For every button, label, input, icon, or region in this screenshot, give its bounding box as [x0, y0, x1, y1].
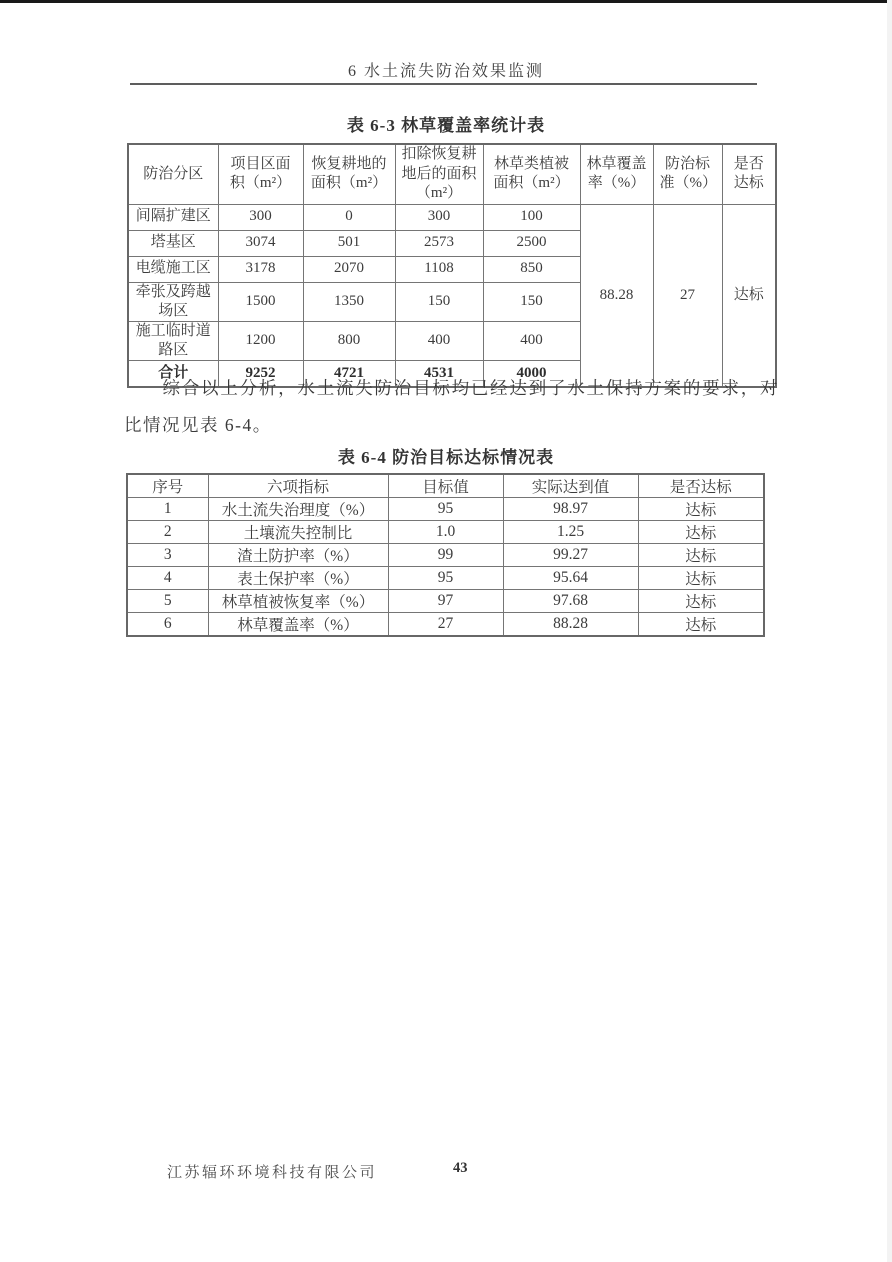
- data-cell: 达标: [638, 590, 764, 613]
- row-header-cell: 合计: [128, 361, 218, 387]
- row-header-cell: 4: [127, 567, 208, 590]
- data-cell: 达标: [638, 521, 764, 544]
- targets-table: [126, 473, 765, 637]
- data-cell: 2070: [303, 256, 395, 282]
- data-cell: 3178: [218, 256, 303, 282]
- data-cell: 1.0: [388, 521, 503, 544]
- data-cell: 水土流失治理度（%）: [208, 498, 388, 521]
- data-cell: 0: [303, 204, 395, 230]
- table-row: [127, 498, 764, 521]
- data-cell: 98.97: [503, 498, 638, 521]
- page-header-title: 6 水土流失防治效果监测: [347, 63, 544, 80]
- coverage-table-body: [128, 204, 776, 387]
- data-cell: 1108: [395, 256, 483, 282]
- data-cell: 林草覆盖率（%）: [208, 613, 388, 637]
- data-cell: 95: [388, 498, 503, 521]
- data-cell: 400: [483, 321, 580, 360]
- footer-company: 江苏辐环环境科技有限公司: [167, 1165, 378, 1181]
- data-cell: 2573: [395, 230, 483, 256]
- data-cell: 3074: [218, 230, 303, 256]
- header-row: [127, 474, 764, 498]
- data-cell: 100: [483, 204, 580, 230]
- data-cell: 95.64: [503, 567, 638, 590]
- data-cell: 达标: [638, 544, 764, 567]
- footer-page-number: 43: [453, 1160, 468, 1176]
- data-cell: 4721: [303, 361, 395, 387]
- row-header-cell: 塔基区: [128, 230, 218, 256]
- targets-table-body: [127, 498, 764, 637]
- column-header: 序号: [127, 474, 208, 498]
- data-cell: 林草植被恢复率（%）: [208, 590, 388, 613]
- data-cell: 达标: [638, 567, 764, 590]
- table-row: [127, 521, 764, 544]
- data-cell: 4000: [483, 361, 580, 387]
- body-paragraph: 综合以上分析，水土流失防治目标均已经达到了水土保持方案的要求，对比情况见表 6-4。: [124, 378, 779, 435]
- header-row: [128, 144, 776, 204]
- data-cell: 9252: [218, 361, 303, 387]
- met-status-cell: 达标: [722, 204, 776, 387]
- coverage-rate-cell: 88.28: [580, 204, 653, 387]
- data-cell: 800: [303, 321, 395, 360]
- column-header: 目标值: [388, 474, 503, 498]
- data-cell: 1.25: [503, 521, 638, 544]
- row-header-cell: 5: [127, 590, 208, 613]
- coverage-table: [127, 143, 777, 388]
- column-header: 防治分区: [128, 144, 218, 204]
- data-cell: 1500: [218, 282, 303, 321]
- data-cell: 27: [388, 613, 503, 637]
- data-cell: 150: [395, 282, 483, 321]
- data-cell: 99: [388, 544, 503, 567]
- data-cell: 达标: [638, 613, 764, 637]
- column-header: 实际达到值: [503, 474, 638, 498]
- table-row: [127, 613, 764, 637]
- data-cell: 1200: [218, 321, 303, 360]
- table-row: [127, 590, 764, 613]
- data-cell: 97.68: [503, 590, 638, 613]
- data-cell: 1350: [303, 282, 395, 321]
- data-cell: 97: [388, 590, 503, 613]
- page-right-edge: [887, 0, 892, 1262]
- data-cell: 95: [388, 567, 503, 590]
- data-cell: 850: [483, 256, 580, 282]
- column-header: 防治标准（%）: [653, 144, 722, 204]
- row-header-cell: 施工临时道路区: [128, 321, 218, 360]
- row-header-cell: 电缆施工区: [128, 256, 218, 282]
- row-header-cell: 间隔扩建区: [128, 204, 218, 230]
- data-cell: 501: [303, 230, 395, 256]
- column-header: 是否达标: [722, 144, 776, 204]
- data-cell: 表土保护率（%）: [208, 567, 388, 590]
- column-header: 林草类植被面积（m²）: [483, 144, 580, 204]
- row-header-cell: 6: [127, 613, 208, 637]
- row-header-cell: 3: [127, 544, 208, 567]
- data-cell: 400: [395, 321, 483, 360]
- data-cell: 达标: [638, 498, 764, 521]
- data-cell: 2500: [483, 230, 580, 256]
- table1-title: 表 6-3 林草覆盖率统计表: [346, 116, 546, 135]
- data-cell: 渣土防护率（%）: [208, 544, 388, 567]
- data-cell: 300: [395, 204, 483, 230]
- table2-title: 表 6-4 防治目标达标情况表: [337, 448, 555, 467]
- data-cell: 99.27: [503, 544, 638, 567]
- table-row: [127, 544, 764, 567]
- page-top-edge: [0, 0, 892, 3]
- data-cell: 4531: [395, 361, 483, 387]
- header-rule: [130, 83, 757, 85]
- data-cell: 土壤流失控制比: [208, 521, 388, 544]
- data-cell: 150: [483, 282, 580, 321]
- standard-cell: 27: [653, 204, 722, 387]
- table-row: [127, 567, 764, 590]
- column-header: 是否达标: [638, 474, 764, 498]
- data-cell: 300: [218, 204, 303, 230]
- column-header: 扣除恢复耕地后的面积（m²）: [395, 144, 483, 204]
- row-header-cell: 2: [127, 521, 208, 544]
- data-cell: 88.28: [503, 613, 638, 637]
- column-header: 恢复耕地的面积（m²）: [303, 144, 395, 204]
- table-row: [128, 204, 776, 230]
- row-header-cell: 牵张及跨越场区: [128, 282, 218, 321]
- row-header-cell: 1: [127, 498, 208, 521]
- coverage-table-head: [128, 144, 776, 204]
- targets-table-head: [127, 474, 764, 498]
- column-header: 项目区面积（m²）: [218, 144, 303, 204]
- column-header: 六项指标: [208, 474, 388, 498]
- column-header: 林草覆盖率（%）: [580, 144, 653, 204]
